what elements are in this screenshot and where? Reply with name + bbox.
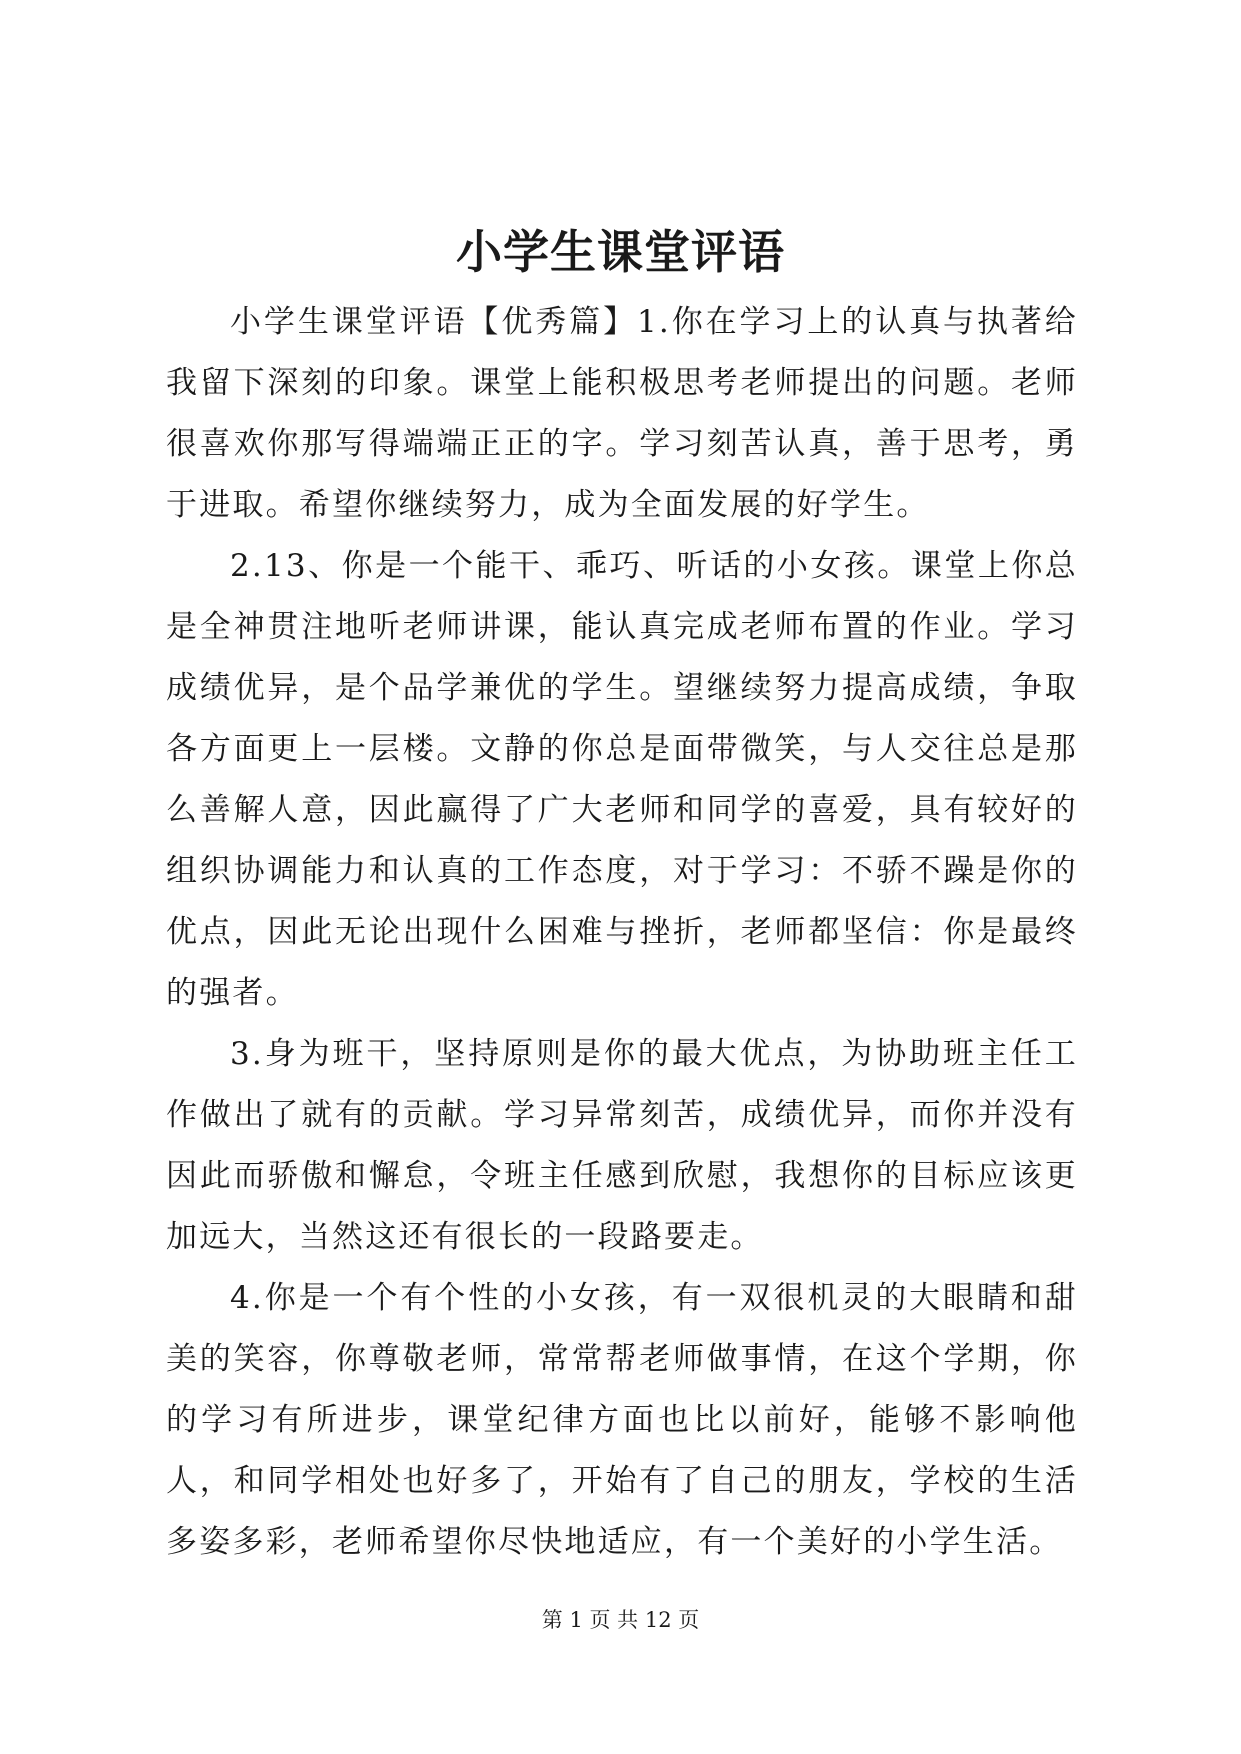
- paragraph-3: 3.身为班干，坚持原则是你的最大优点，为协助班主任工作做出了就有的贡献。学习异常刻苦，成绩优异，而你并没有因此而骄傲和懈怠，令班主任感到欣慰，我想你的目标应该更加远大，当然这还有很长的一段路要走。: [166, 1036, 1078, 1255]
- document-body: [166, 292, 1078, 1573]
- paragraph-1: 小学生课堂评语【优秀篇】1.你在学习上的认真与执著给我留下深刻的印象。课堂上能积极思考老师提出的问题。老师很喜欢你那写得端端正正的字。学习刻苦认真，善于思考，勇于进取。希望你继续努力，成为全面发展的好学生。: [166, 304, 1078, 523]
- document-title: 小学生课堂评语: [456, 225, 785, 279]
- paragraph-4: 4.你是一个有个性的小女孩，有一双很机灵的大眼睛和甜美的笑容，你尊敬老师，常常帮老师做事情，在这个学期，你的学习有所进步，课堂纪律方面也比以前好，能够不影响他人，和同学相处也好多了，开始有了自己的朋友，学校的生活多姿多彩，老师希望你尽快地适应，有一个美好的小学生活。: [166, 1280, 1078, 1560]
- page-footer: 第 1 页 共 12 页: [541, 1608, 700, 1632]
- paragraph-2: 2.13、你是一个能干、乖巧、听话的小女孩。课堂上你总是全神贯注地听老师讲课，能认真完成老师布置的作业。学习成绩优异，是个品学兼优的学生。望继续努力提高成绩，争取各方面更上一层楼。文静的你总是面带微笑，与人交往总是那么善解人意，因此赢得了广大老师和同学的喜爱，具有较好的组织协调能力和认真的工作态度，对于学习：不骄不躁是你的优点，因此无论出现什么困难与挫折，老师都坚信：你是最终的强者。: [166, 548, 1078, 1011]
